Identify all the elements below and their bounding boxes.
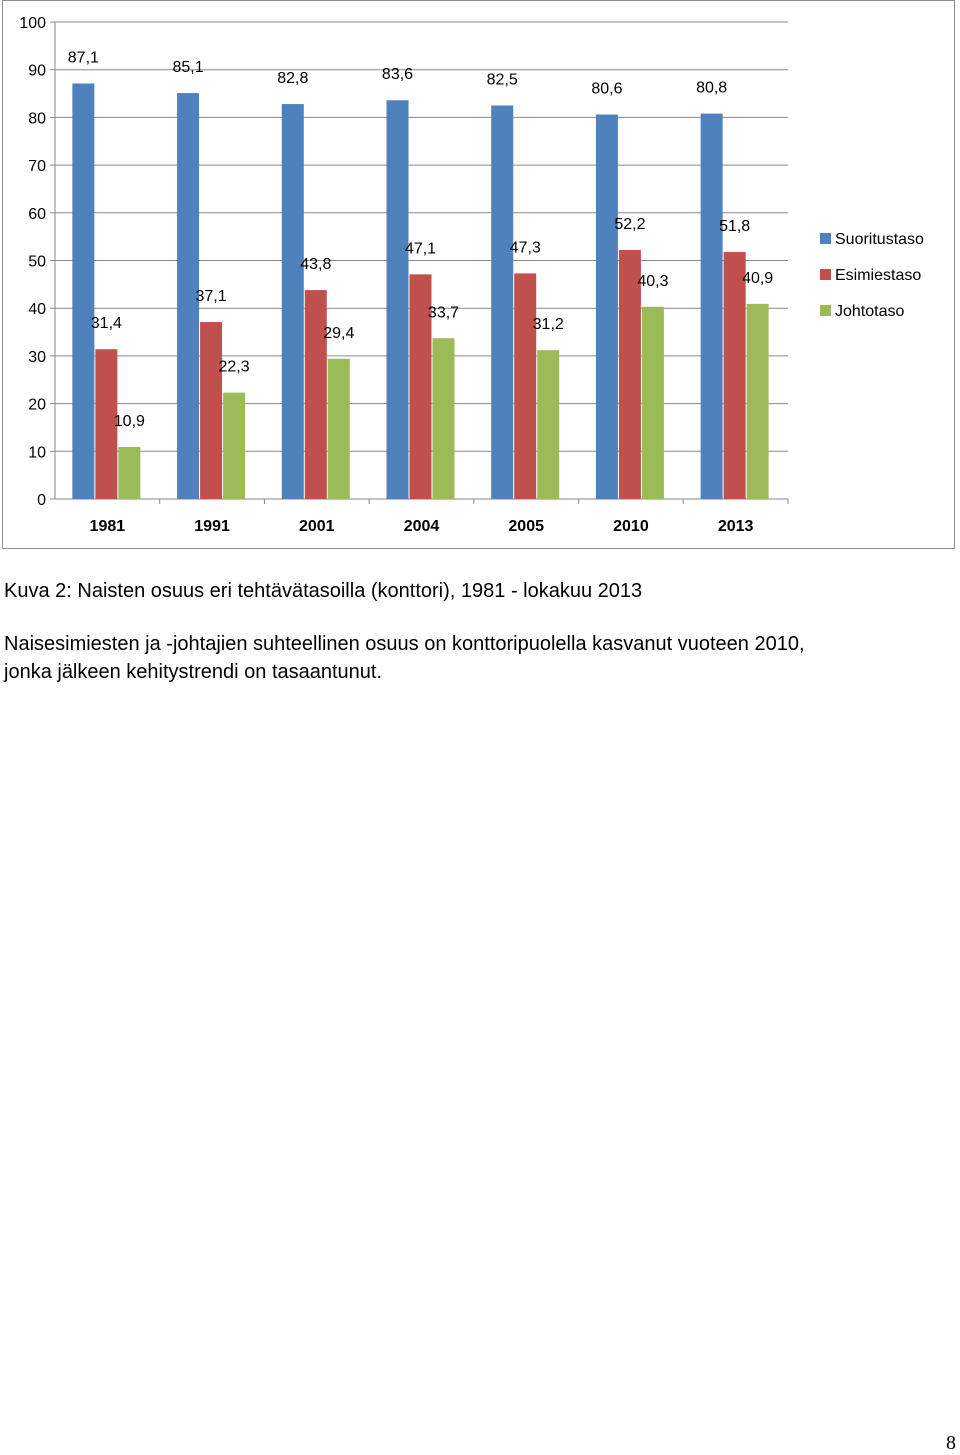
x-tick-label: 2004 (403, 518, 440, 535)
data-label: 22,3 (218, 358, 250, 376)
bar-suoritustaso (596, 115, 618, 499)
data-label: 40,9 (742, 269, 774, 287)
data-label: 52,2 (614, 216, 646, 234)
data-label: 31,2 (532, 316, 564, 334)
x-tick-label: 2005 (508, 518, 545, 535)
description-line-2: jonka jälkeen kehitystrendi on tasaantunut. (4, 661, 383, 683)
x-tick-label: 1981 (89, 518, 126, 535)
y-tick-label: 50 (28, 253, 46, 271)
data-label: 43,8 (300, 256, 332, 274)
x-tick-label: 2013 (717, 518, 754, 535)
y-tick-label: 80 (28, 110, 46, 128)
description-line-1: Naisesimiesten ja -johtajien suhteellinen osuus on konttoripuolella kasvanut vuoteen 2010, (4, 633, 805, 655)
bar-johtotaso (118, 447, 140, 499)
data-label: 51,8 (719, 217, 751, 235)
page-number: 8 (946, 1432, 956, 1454)
y-tick-label: 70 (28, 158, 46, 176)
bar-johtotaso (642, 307, 664, 499)
legend-swatch (820, 305, 831, 316)
data-label: 47,1 (404, 240, 437, 258)
data-label: 47,3 (509, 239, 541, 257)
bar-suoritustaso (701, 114, 723, 499)
bar-esimiestaso (724, 252, 746, 499)
y-tick-label: 0 (37, 492, 46, 509)
data-label: 40,3 (637, 272, 669, 290)
legend-label: Suoritustaso (835, 231, 924, 248)
y-tick-label: 90 (28, 62, 46, 80)
legend-label: Esimiestaso (835, 267, 922, 284)
chart-frame (2, 0, 955, 549)
data-label: 37,1 (195, 288, 227, 306)
data-label: 82,5 (486, 71, 518, 89)
legend-swatch (820, 233, 831, 244)
data-label: 80,6 (591, 80, 623, 98)
bar-johtotaso (223, 393, 245, 499)
data-label: 29,4 (323, 324, 355, 342)
data-label: 83,6 (381, 66, 414, 84)
y-tick-label: 60 (28, 205, 46, 223)
bar-johtotaso (328, 359, 350, 499)
bar-esimiestaso (200, 322, 222, 499)
legend-label: Johtotaso (835, 303, 905, 320)
data-label: 10,9 (113, 413, 145, 431)
bar-esimiestaso (514, 273, 536, 499)
data-label: 33,7 (427, 304, 460, 322)
y-tick-label: 30 (28, 348, 46, 366)
bar-johtotaso (433, 338, 455, 499)
x-tick-label: 1991 (194, 518, 230, 535)
x-tick-label: 2001 (298, 518, 335, 535)
y-tick-label: 20 (28, 396, 46, 414)
data-label: 80,8 (696, 79, 728, 97)
bar-chart (3, 1, 954, 548)
y-tick-label: 40 (28, 301, 46, 319)
x-tick-label: 2010 (613, 518, 649, 535)
y-tick-label: 10 (28, 444, 46, 462)
bar-johtotaso (537, 350, 559, 499)
data-label: 82,8 (277, 70, 309, 88)
bar-suoritustaso (282, 104, 304, 499)
bar-johtotaso (747, 304, 769, 499)
bar-suoritustaso (72, 84, 94, 499)
y-tick-label: 100 (19, 15, 46, 32)
data-label: 87,1 (67, 49, 99, 67)
bar-suoritustaso (387, 100, 409, 499)
data-label: 31,4 (90, 315, 122, 333)
figure-caption: Kuva 2: Naisten osuus eri tehtävätasoilla (konttori), 1981 - lokakuu 2013 (4, 580, 643, 602)
legend-swatch (820, 269, 831, 280)
data-label: 85,1 (172, 59, 204, 77)
bar-esimiestaso (305, 290, 327, 499)
bar-suoritustaso (491, 105, 513, 499)
